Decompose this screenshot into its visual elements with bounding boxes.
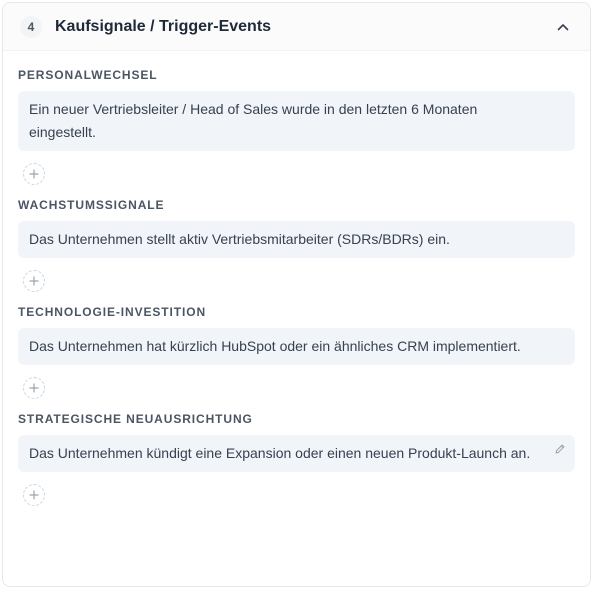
plus-icon xyxy=(29,169,39,179)
step-number-badge: 4 xyxy=(20,16,42,38)
card-header[interactable] xyxy=(3,3,590,51)
add-signal-button[interactable] xyxy=(23,377,45,399)
add-signal-button[interactable] xyxy=(23,270,45,292)
signal-text-block[interactable] xyxy=(18,91,575,151)
signal-text-block[interactable] xyxy=(18,221,575,258)
section-label: PERSONALWECHSEL xyxy=(18,68,158,82)
signal-text-block[interactable] xyxy=(18,435,575,472)
section-personalwechsel xyxy=(18,68,575,185)
signal-text: Das Unternehmen kündigt eine Expansion oder einen neuen Produkt-Launch an. xyxy=(29,445,531,461)
section-label: WACHSTUMSSIGNALE xyxy=(18,198,165,212)
card-title: Kaufsignale / Trigger-Events xyxy=(55,17,272,35)
section-label: TECHNOLOGIE-INVESTITION xyxy=(18,305,207,319)
section-strategische-neuausrichtung xyxy=(18,412,575,506)
section-label: STRATEGISCHE NEUAUSRICHTUNG xyxy=(18,412,253,426)
card-body xyxy=(3,51,590,506)
signal-text: Ein neuer Vertriebsleiter / Head of Sales wurde in den letzten 6 Monaten eingestellt. xyxy=(29,101,478,140)
trigger-events-card xyxy=(2,2,591,587)
plus-icon xyxy=(29,383,39,393)
signal-text-block[interactable] xyxy=(18,328,575,365)
section-technologie-investition xyxy=(18,305,575,399)
signal-text: Das Unternehmen hat kürzlich HubSpot oder ein ähnliches CRM implementiert. xyxy=(29,338,521,354)
signal-text: Das Unternehmen stellt aktiv Vertriebsmitarbeiter (SDRs/BDRs) ein. xyxy=(29,231,450,247)
section-wachstumssignale xyxy=(18,198,575,292)
chevron-up-icon xyxy=(557,23,569,31)
add-signal-button[interactable] xyxy=(23,484,45,506)
plus-icon xyxy=(29,490,39,500)
plus-icon xyxy=(29,276,39,286)
collapse-button[interactable] xyxy=(552,16,574,38)
pencil-icon[interactable] xyxy=(553,442,567,456)
add-signal-button[interactable] xyxy=(23,163,45,185)
